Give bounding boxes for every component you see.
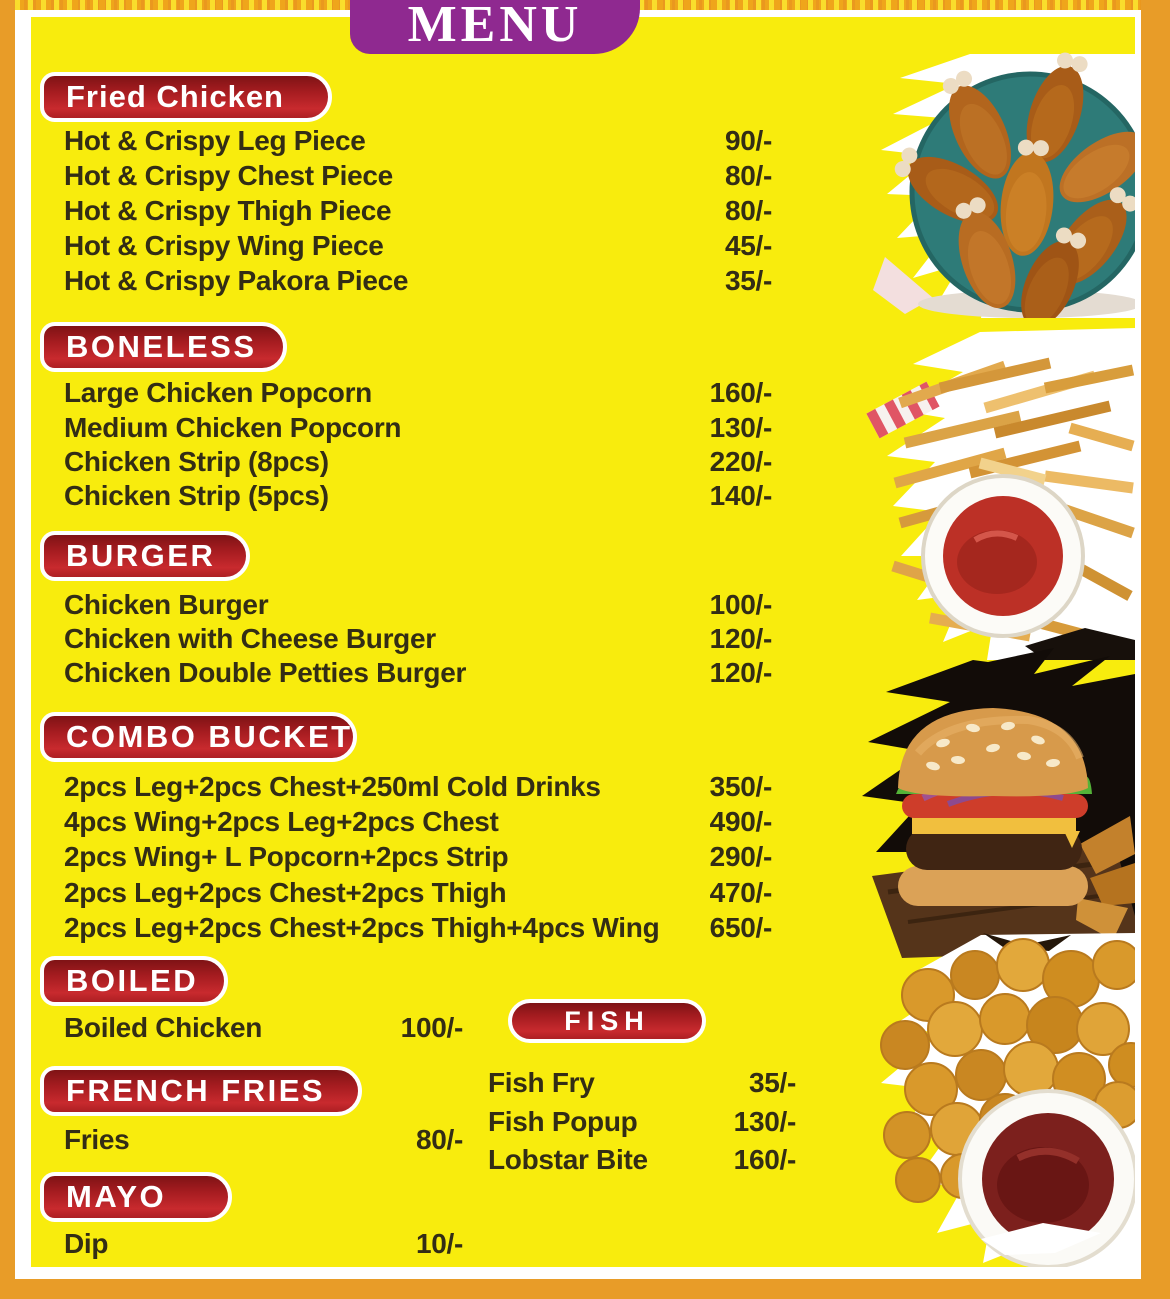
menu-item (64, 1227, 463, 1261)
item-name: 2pcs Leg+2pcs Chest+2pcs Thigh+4pcs Wing (64, 911, 660, 943)
item-name: Chicken with Cheese Burger (64, 623, 436, 654)
item-price: 100/- (400, 1012, 463, 1043)
item-price: 490/- (709, 805, 772, 837)
item-name: 2pcs Leg+2pcs Chest+250ml Cold Drinks (64, 770, 601, 802)
section-items-fried-chicken (64, 124, 772, 298)
item-name: Chicken Strip (8pcs) (64, 445, 329, 477)
item-price: 160/- (709, 377, 772, 409)
french-fries-photo (845, 328, 1135, 660)
section-items-boneless (64, 376, 772, 514)
item-name: Hot & Crispy Leg Piece (64, 125, 366, 157)
item-name: Boiled Chicken (64, 1012, 263, 1043)
fried-chicken-photo (845, 52, 1135, 318)
item-price: 650/- (709, 911, 772, 943)
item-price: 45/- (724, 229, 772, 261)
section-header-mayo (40, 1172, 232, 1222)
item-name: Lobstar Bite (488, 1144, 648, 1176)
page-title: MENU (407, 0, 583, 53)
section-items-mayo (64, 1227, 463, 1261)
item-price: 140/- (709, 480, 772, 512)
menu-item (64, 376, 772, 410)
section-header-burger (40, 531, 250, 581)
menu-item (64, 875, 772, 910)
menu-item (488, 1103, 796, 1142)
menu-item (488, 1064, 796, 1103)
item-name: Fish Fry (488, 1067, 595, 1099)
section-items-boiled (64, 1011, 463, 1045)
item-name: Hot & Crispy Chest Piece (64, 160, 393, 192)
menu-item (64, 159, 772, 194)
item-name: 2pcs Leg+2pcs Chest+2pcs Thigh (64, 876, 507, 908)
menu-title-box (350, 0, 640, 54)
menu-item (64, 445, 772, 479)
item-price: 220/- (709, 445, 772, 477)
item-price: 470/- (709, 876, 772, 908)
menu-item (64, 479, 772, 513)
item-price: 350/- (709, 770, 772, 802)
item-price: 130/- (709, 411, 772, 443)
menu-item (64, 1011, 463, 1045)
section-items-french-fries (64, 1123, 463, 1157)
item-price: 80/- (724, 160, 772, 192)
item-price: 10/- (415, 1228, 463, 1259)
burger-photo (828, 648, 1135, 962)
section-label: BOILED (66, 963, 199, 998)
section-items-fish (488, 1064, 796, 1180)
item-price: 120/- (709, 657, 772, 688)
item-price: 90/- (724, 125, 772, 157)
item-name: Hot & Crispy Wing Piece (64, 229, 384, 261)
item-name: Medium Chicken Popcorn (64, 411, 402, 443)
item-name: Fries (64, 1124, 130, 1155)
item-name: Hot & Crispy Pakora Piece (64, 264, 409, 296)
section-header-fried-chicken (40, 72, 332, 122)
item-name: Dip (64, 1228, 109, 1259)
item-price: 120/- (709, 623, 772, 654)
menu-item (64, 622, 772, 656)
menu-item (64, 588, 772, 622)
section-header-boiled (40, 956, 228, 1006)
item-name: Chicken Double Petties Burger (64, 657, 467, 688)
section-header-combo-bucket (40, 712, 357, 762)
item-price: 80/- (415, 1124, 463, 1155)
item-name: 2pcs Wing+ L Popcorn+2pcs Strip (64, 841, 509, 873)
menu-item (64, 228, 772, 263)
section-label: FRENCH FRIES (66, 1073, 326, 1108)
section-header-boneless (40, 322, 287, 372)
section-label: MAYO (66, 1179, 167, 1214)
menu-item (64, 910, 772, 945)
item-name: Chicken Strip (5pcs) (64, 480, 329, 512)
section-header-french-fries (40, 1066, 362, 1116)
section-label: FISH (564, 1005, 650, 1036)
item-name: Fish Popup (488, 1105, 638, 1137)
item-name: Chicken Burger (64, 589, 269, 620)
menu-item (488, 1141, 796, 1180)
item-name: Large Chicken Popcorn (64, 377, 372, 409)
section-items-burger (64, 588, 772, 690)
menu-item (64, 124, 772, 159)
item-price: 130/- (733, 1105, 796, 1137)
item-price: 160/- (733, 1144, 796, 1176)
section-label: Fried Chicken (66, 79, 284, 114)
menu-item (64, 840, 772, 875)
item-price: 80/- (724, 194, 772, 226)
item-name: Hot & Crispy Thigh Piece (64, 194, 392, 226)
item-price: 35/- (724, 264, 772, 296)
popcorn-chicken-photo (833, 933, 1135, 1267)
menu-item (64, 656, 772, 690)
item-price: 35/- (748, 1067, 796, 1099)
section-label: COMBO BUCKET (66, 719, 353, 754)
item-price: 290/- (709, 841, 772, 873)
menu-item (64, 769, 772, 804)
menu-item (64, 804, 772, 839)
menu-item (64, 263, 772, 298)
section-label: BONELESS (66, 329, 257, 364)
section-label: BURGER (66, 538, 216, 573)
section-header-fish (508, 999, 706, 1043)
item-name: 4pcs Wing+2pcs Leg+2pcs Chest (64, 805, 499, 837)
section-items-combo-bucket (64, 769, 772, 945)
item-price: 100/- (709, 589, 772, 620)
menu-item (64, 1123, 463, 1157)
menu-item (64, 410, 772, 444)
menu-item (64, 194, 772, 229)
